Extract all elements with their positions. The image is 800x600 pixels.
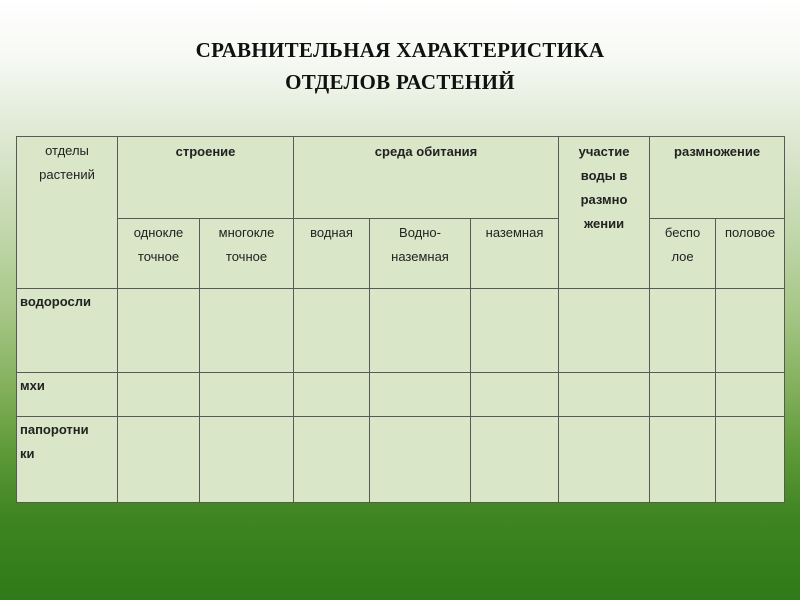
subheader-semiaquatic <box>370 219 471 289</box>
header-water-line: размно <box>580 192 628 207</box>
header-water-line: жении <box>583 216 625 231</box>
header-water-line: участие <box>578 144 630 159</box>
empty-cell <box>650 373 716 417</box>
subheader-asexual <box>650 219 716 289</box>
subheader-terrestrial: наземная <box>471 219 559 289</box>
empty-cell <box>559 373 650 417</box>
comparison-table <box>16 136 785 503</box>
row-label-mosses: мхи <box>17 373 118 417</box>
empty-cell <box>294 417 370 503</box>
empty-cell <box>716 289 785 373</box>
subheader-line: точное <box>225 249 268 264</box>
row-label-ferns <box>17 417 118 503</box>
empty-cell <box>370 373 471 417</box>
empty-cell <box>118 373 200 417</box>
empty-cell <box>559 417 650 503</box>
empty-cell <box>471 289 559 373</box>
header-water-line: воды в <box>580 168 628 183</box>
header-divisions <box>17 137 118 289</box>
empty-cell <box>471 373 559 417</box>
title-line-2: ОТДЕЛОВ РАСТЕНИЙ <box>285 70 515 94</box>
header-habitat: среда обитания <box>294 137 559 219</box>
subheader-line: Водно- <box>399 225 441 240</box>
subheader-line: наземная <box>391 249 449 264</box>
subheader-row <box>17 219 785 289</box>
row-label-algae: водоросли <box>17 289 118 373</box>
subheader-unicellular <box>118 219 200 289</box>
empty-cell <box>200 289 294 373</box>
empty-cell <box>294 289 370 373</box>
table-row <box>17 289 785 373</box>
subheader-line: точное <box>137 249 180 264</box>
header-divisions-line: отделы <box>45 143 89 158</box>
subheader-line: однокле <box>133 225 184 240</box>
row-label-line: папоротни <box>20 422 89 437</box>
empty-cell <box>200 417 294 503</box>
empty-cell <box>370 289 471 373</box>
header-water-participation <box>559 137 650 289</box>
header-structure: строение <box>118 137 294 219</box>
header-reproduction: размножение <box>650 137 785 219</box>
empty-cell <box>650 417 716 503</box>
empty-cell <box>471 417 559 503</box>
subheader-aquatic: водная <box>294 219 370 289</box>
empty-cell <box>370 417 471 503</box>
table-row <box>17 417 785 503</box>
header-row <box>17 137 785 219</box>
subheader-line: многокле <box>218 225 275 240</box>
row-label-line: ки <box>20 446 35 461</box>
header-divisions-line: растений <box>39 167 95 182</box>
subheader-multicellular <box>200 219 294 289</box>
empty-cell <box>200 373 294 417</box>
empty-cell <box>559 289 650 373</box>
empty-cell <box>294 373 370 417</box>
empty-cell <box>118 417 200 503</box>
empty-cell <box>716 417 785 503</box>
subheader-line: лое <box>671 249 694 264</box>
table-row <box>17 373 785 417</box>
page-title <box>0 34 800 98</box>
empty-cell <box>716 373 785 417</box>
empty-cell <box>118 289 200 373</box>
empty-cell <box>650 289 716 373</box>
subheader-line: беспо <box>664 225 701 240</box>
subheader-sexual: половое <box>716 219 785 289</box>
title-line-1: СРАВНИТЕЛЬНАЯ ХАРАКТЕРИСТИКА <box>195 38 605 62</box>
